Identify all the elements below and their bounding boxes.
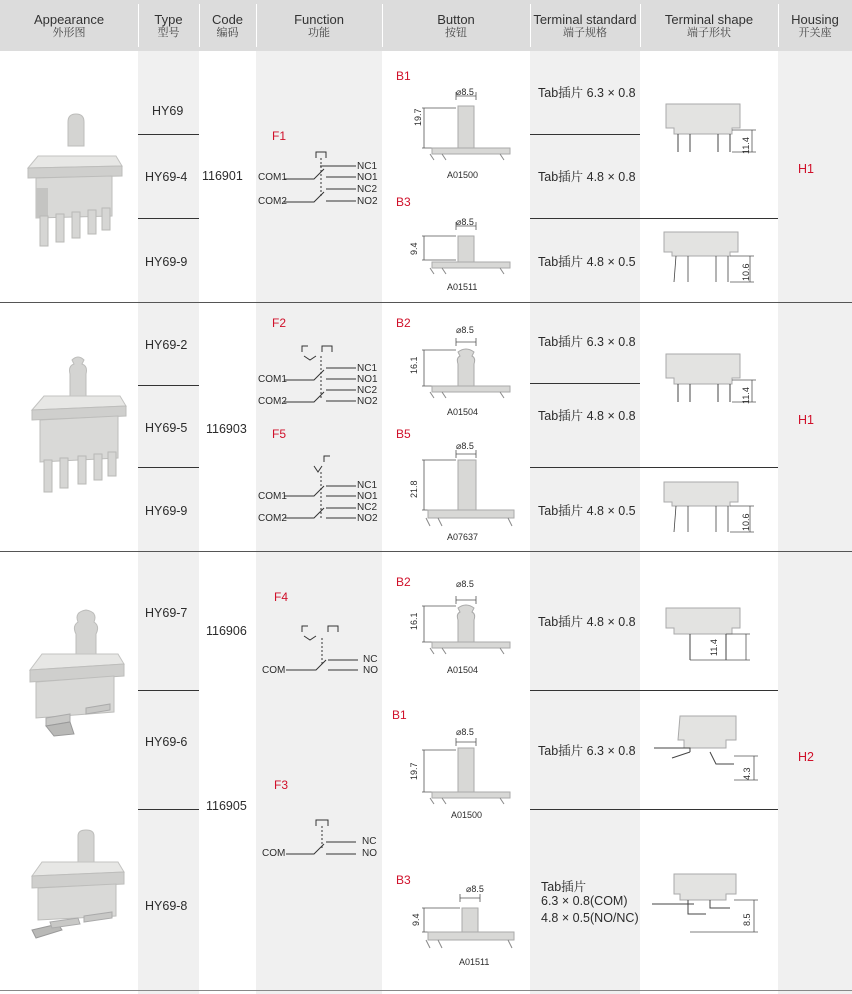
type-label: HY69-9 xyxy=(145,504,188,518)
pin-label: COM1 xyxy=(258,374,287,385)
pin-label: NC2 xyxy=(357,502,378,513)
type-label: HY69-9 xyxy=(145,255,188,269)
button-part-number: A01500 xyxy=(451,810,483,820)
terminal-dimension: 11.4 xyxy=(709,639,719,656)
button-drawing-b5 xyxy=(412,446,518,530)
pin-label: NO xyxy=(363,665,378,676)
type-label: HY69-7 xyxy=(145,606,188,620)
code-label: 116901 xyxy=(202,169,243,183)
terminal-standard: Tab插片 6.3 × 0.8 xyxy=(538,335,636,349)
button-part-number: A01504 xyxy=(447,665,479,675)
switch-photo-hy69 xyxy=(18,108,128,258)
pin-label: NC xyxy=(362,836,377,847)
button-diameter: ⌀8.5 xyxy=(456,325,474,335)
terminal-shape-drawing xyxy=(650,870,762,936)
pin-label: NC1 xyxy=(357,161,378,172)
button-part-number: A01504 xyxy=(447,407,479,417)
button-drawing-b2 xyxy=(412,592,512,662)
header-appearance: Appearance 外形图 xyxy=(33,11,105,39)
button-id: B2 xyxy=(396,575,411,589)
button-diameter: ⌀8.5 xyxy=(456,727,474,737)
terminal-standard: Tab插片 xyxy=(541,880,587,894)
pin-label: NC1 xyxy=(357,480,378,491)
pin-label: NO2 xyxy=(357,396,378,407)
type-label: HY69 xyxy=(152,104,184,118)
button-height: 21.8 xyxy=(409,480,419,498)
header-type: Type 型号 xyxy=(154,11,183,39)
button-part-number: A01511 xyxy=(459,957,490,967)
group-divider xyxy=(0,302,852,303)
button-id: B5 xyxy=(396,427,411,441)
pin-label: COM2 xyxy=(258,396,287,407)
button-height: 16.1 xyxy=(409,356,419,374)
pin-label: NC2 xyxy=(357,385,378,396)
type-label: HY69-2 xyxy=(145,338,188,352)
pin-label: COM1 xyxy=(258,172,287,183)
button-diameter: ⌀8.5 xyxy=(466,884,484,894)
code-label: 116905 xyxy=(206,799,247,813)
button-diameter: ⌀8.5 xyxy=(456,441,474,451)
code-label: 116906 xyxy=(206,624,247,638)
header-terminal-standard: Terminal standard 端子规格 xyxy=(533,11,637,39)
header-function: Function 功能 xyxy=(294,11,344,39)
function-id: F3 xyxy=(274,778,289,792)
button-drawing-b3 xyxy=(412,890,518,956)
button-part-number: A01511 xyxy=(447,282,478,292)
button-id: B3 xyxy=(396,195,411,209)
button-height: 9.4 xyxy=(411,913,421,926)
header-housing: Housing 开关座 xyxy=(791,11,839,39)
terminal-standard: Tab插片 4.8 × 0.8 xyxy=(538,170,636,184)
terminal-standard: Tab插片 4.8 × 0.5 xyxy=(538,255,636,269)
pin-label: NO1 xyxy=(357,172,378,183)
button-diameter: ⌀8.5 xyxy=(456,217,474,227)
button-id: B2 xyxy=(396,316,411,330)
table-header xyxy=(0,0,852,51)
button-drawing-b2 xyxy=(412,334,512,404)
pin-label: NC1 xyxy=(357,363,378,374)
pin-label: COM2 xyxy=(258,196,287,207)
pin-label: COM2 xyxy=(258,513,287,524)
function-id: F4 xyxy=(274,590,289,604)
header-terminal-shape: Terminal shape 端子形状 xyxy=(664,11,754,39)
pin-label: NO1 xyxy=(357,491,378,502)
function-id: F5 xyxy=(272,427,287,441)
terminal-dimension: 4.3 xyxy=(742,767,752,780)
housing-label: H1 xyxy=(798,413,814,427)
pin-label: COM xyxy=(262,848,286,859)
code-label: 116903 xyxy=(206,422,247,436)
pin-label: COM xyxy=(262,665,286,676)
button-diameter: ⌀8.5 xyxy=(456,579,474,589)
button-height: 19.7 xyxy=(413,108,423,126)
terminal-standard: Tab插片 6.3 × 0.8 xyxy=(538,86,636,100)
terminal-standard: Tab插片 4.8 × 0.8 xyxy=(538,409,636,423)
type-label: HY69-4 xyxy=(145,170,188,184)
type-label: HY69-8 xyxy=(145,899,188,913)
button-id: B1 xyxy=(392,708,407,722)
header-code: Code 编码 xyxy=(211,11,244,39)
switch-photo-hy69-7 xyxy=(26,604,131,744)
terminal-standard: Tab插片 4.8 × 0.8 xyxy=(538,615,636,629)
pin-label: NO2 xyxy=(357,196,378,207)
terminal-standard: 6.3 × 0.8(COM) xyxy=(541,894,628,908)
pin-label: NO1 xyxy=(357,374,378,385)
pin-label: NC xyxy=(363,654,378,665)
type-label: HY69-5 xyxy=(145,421,188,435)
terminal-standard: Tab插片 6.3 × 0.8 xyxy=(538,744,636,758)
type-label: HY69-6 xyxy=(145,735,188,749)
terminal-dimension: 11.4 xyxy=(741,387,751,404)
terminal-dimension: 10.6 xyxy=(741,513,751,531)
pin-label: NO xyxy=(362,848,377,859)
button-drawing-b1 xyxy=(412,734,512,808)
housing-label: H1 xyxy=(798,162,814,176)
header-button: Button 按钮 xyxy=(437,11,475,39)
button-height: 19.7 xyxy=(409,762,419,780)
terminal-standard: 4.8 × 0.5(NO/NC) xyxy=(541,911,639,925)
button-part-number: A07637 xyxy=(447,532,479,542)
button-height: 16.1 xyxy=(409,612,419,630)
button-height: 9.4 xyxy=(409,242,419,255)
table-bottom-rule xyxy=(0,990,852,991)
button-diameter: ⌀8.5 xyxy=(456,87,474,97)
terminal-dimension: 11.4 xyxy=(741,137,751,154)
function-id: F2 xyxy=(272,316,287,330)
terminal-standard: Tab插片 4.8 × 0.5 xyxy=(538,504,636,518)
function-id: F1 xyxy=(272,129,287,143)
button-part-number: A01500 xyxy=(447,170,479,180)
switch-photo-hy69-2 xyxy=(28,352,133,504)
button-id: B3 xyxy=(396,873,411,887)
housing-label: H2 xyxy=(798,750,814,764)
pin-label: NC2 xyxy=(357,184,378,195)
pin-label: NO2 xyxy=(357,513,378,524)
terminal-dimension: 8.5 xyxy=(742,913,752,926)
button-id: B1 xyxy=(396,69,411,83)
pin-label: COM1 xyxy=(258,491,287,502)
terminal-dimension: 10.6 xyxy=(741,263,751,281)
switch-photo-hy69-8 xyxy=(28,826,133,948)
group-divider xyxy=(0,551,852,552)
